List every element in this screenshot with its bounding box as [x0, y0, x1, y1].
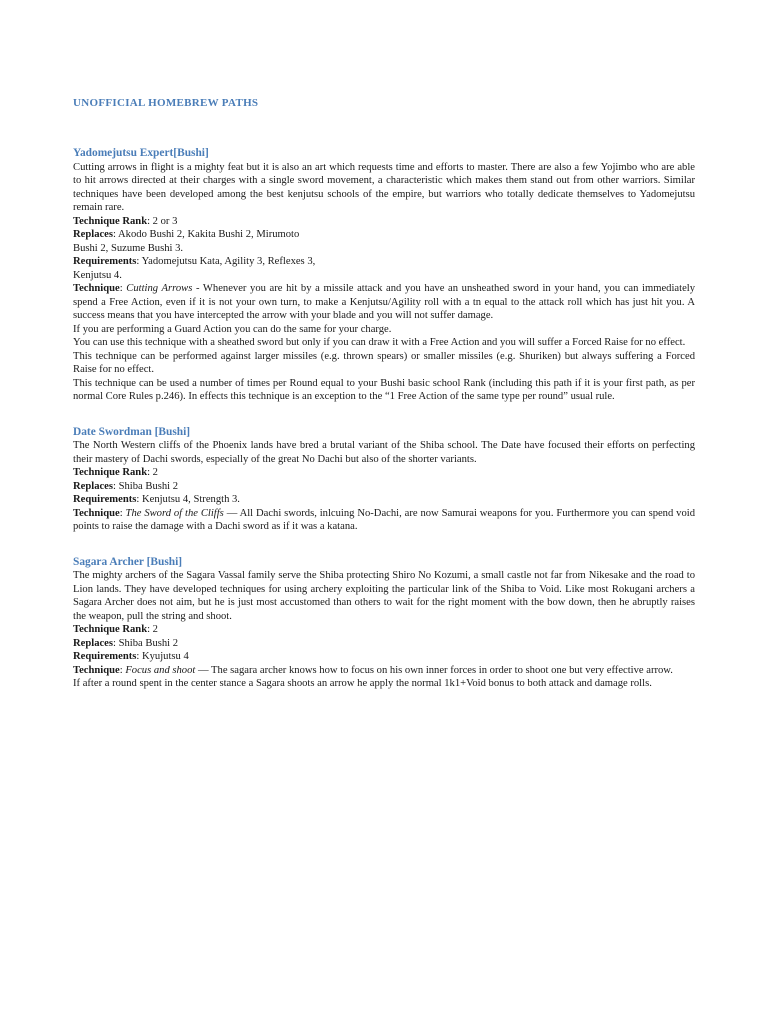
- note: You can use this technique with a sheathed sword but only if you can draw it with a Free Action and you will suffer a Forced Raise for no effect.: [73, 337, 686, 348]
- field-label: Technique: [73, 664, 120, 676]
- technique: Technique: Cutting Arrows - Whenever you are hit by a missile attack and you have an unsheathed sword in your hand, you can immediately spend a Free Action, even if it is not your own turn, to make a Kenjutsu/Agility roll with a tn equal to the attack roll which has just hit you. A success means that you have intercepted the arrow with your blade and you will not suffer damage.: [73, 283, 696, 321]
- field-value: : 2: [147, 467, 158, 478]
- field-label: Technique Rank: [73, 467, 148, 478]
- section-intro: The mighty archers of the Sagara Vassal family serve the Shiba protecting Shiro No Kozumi, a small castle not far from Nikesake and the road to Lion lands. They have developed techniques for using archery exploiting the particular link of the Shiba to Void. Like most Rokugani archers a Sagara Archer does not aim, but he is just most accustomed than others to wait for the right moment with the bow down, then he abruptly raises the weapon, pull the string and shoot.: [73, 570, 695, 622]
- technique-text: - Whenever you are hit by a missile attack and you have an unsheathed sword in your hand, you can immediately spend a Free Action, even if it is not your own turn, to make a Kenjutsu/Agility roll with a tn equal to the attack roll which has just hit you. A success means that you have intercepted the arrow with your blade and you will not suffer damage.: [73, 283, 696, 321]
- technique: Technique: The Sword of the Cliffs — All Dachi swords, inlcuing No-Dachi, are now Samurai weapons for you. Furthermore you can spend void points to raise the damage with a Dachi sword as if it was a katana.: [73, 507, 695, 532]
- path-section-sagara-archer: [73, 556, 695, 691]
- requirements: [73, 650, 695, 664]
- field-value: : Akodo Bushi 2, Kakita Bushi 2, Mirumoto: [113, 229, 300, 240]
- field-value: : Yadomejutsu Kata, Agility 3, Reflexes 3,: [136, 256, 316, 267]
- document-title: UNOFFICIAL HOMEBREW PATHS: [73, 97, 259, 109]
- section-title: Date Swordman [Bushi]: [73, 425, 191, 438]
- field-value: : Kenjutsu 4, Strength 3.: [136, 494, 240, 505]
- technique-rank: [73, 623, 695, 637]
- technique-name: The Sword of the Cliffs: [125, 507, 224, 519]
- field-label: Technique: [73, 283, 120, 294]
- field-label: Replaces: [73, 637, 114, 649]
- path-section-yadomejutsu: [73, 147, 695, 404]
- field-label: Requirements: [73, 651, 137, 662]
- technique-text: — The sagara archer knows how to focus on his own inner forces in order to shoot one but very effective arrow.: [195, 664, 673, 676]
- field-label: Requirements: [73, 256, 137, 267]
- section-title: Yadomejutsu Expert[Bushi]: [73, 147, 209, 159]
- note: If you are performing a Guard Action you can do the same for your charge.: [73, 323, 392, 335]
- section-intro: The North Western cliffs of the Phoenix lands have bred a brutal variant of the Shiba school. The Date have focused their efforts on perfecting their mastery of Dachi swords, especially of the great No Dachi but also of the shorter variants.: [73, 440, 695, 465]
- replaces-continued: Bushi 2, Suzume Bushi 3.: [73, 242, 184, 254]
- technique-rank: [73, 215, 695, 229]
- requirements: [73, 493, 695, 507]
- technique-rank: [73, 466, 695, 480]
- technique-name: Focus and shoot: [125, 664, 196, 676]
- requirements: [73, 255, 695, 269]
- field-label: Requirements: [73, 494, 137, 505]
- field-label: Replaces: [73, 480, 114, 492]
- field-label: Technique Rank: [73, 215, 148, 227]
- path-section-date-swordman: [73, 426, 695, 534]
- note: This technique can be used a number of times per Round equal to your Bushi basic school Rank (including this path if it is your first path, as per normal Core Rules p.246). In effects this technique is an exception to the “1 Free Action of the same type per round” usual rule.: [73, 377, 695, 402]
- section-title: Sagara Archer [Bushi]: [73, 555, 183, 568]
- replaces: [73, 637, 695, 651]
- technique-name: Cutting Arrows: [126, 283, 193, 294]
- note: If after a round spent in the center stance a Sagara shoots an arrow he apply the normal 1k1+Void bonus to both attack and damage rolls.: [73, 678, 652, 689]
- field-value: : 2 or 3: [147, 215, 178, 227]
- document-page: [73, 97, 695, 713]
- requirements-continued: Kenjutsu 4.: [73, 269, 122, 281]
- technique-text: — All Dachi swords, inlcuing No-Dachi, are now Samurai weapons for you. Furthermore you can spend void points to raise the damage with a Dachi sword as if it was a katana.: [73, 507, 695, 532]
- field-label: Technique Rank: [73, 624, 148, 635]
- replaces: [73, 228, 695, 242]
- field-label: Technique: [73, 507, 120, 519]
- section-intro: Cutting arrows in flight is a mighty feat but it is also an art which requests time and efforts to master. There are also a few Yojimbo who are able to hit arrows directed at their charges with a single sword movement, a characteristic which makes them stand out from other warriors. Similar techniques have been developed among the best kenjutsu schools of the empire, but warriors who totally dedicate themselves to Yadomejutsu remain rare.: [73, 161, 695, 213]
- replaces: [73, 480, 695, 494]
- field-value: : Kyujutsu 4: [136, 651, 189, 662]
- field-value: : Shiba Bushi 2: [113, 637, 179, 649]
- note: This technique can be performed against larger missiles (e.g. thrown spears) or smaller missiles (e.g. Shuriken) but always suffering a Forced Raise for no effect.: [73, 350, 695, 375]
- technique: Technique: Focus and shoot — The sagara archer knows how to focus on his own inner forces in order to shoot one but very effective arrow.: [73, 664, 673, 676]
- field-label: Replaces: [73, 229, 114, 240]
- field-value: : 2: [147, 624, 158, 635]
- field-value: : Shiba Bushi 2: [113, 480, 179, 492]
